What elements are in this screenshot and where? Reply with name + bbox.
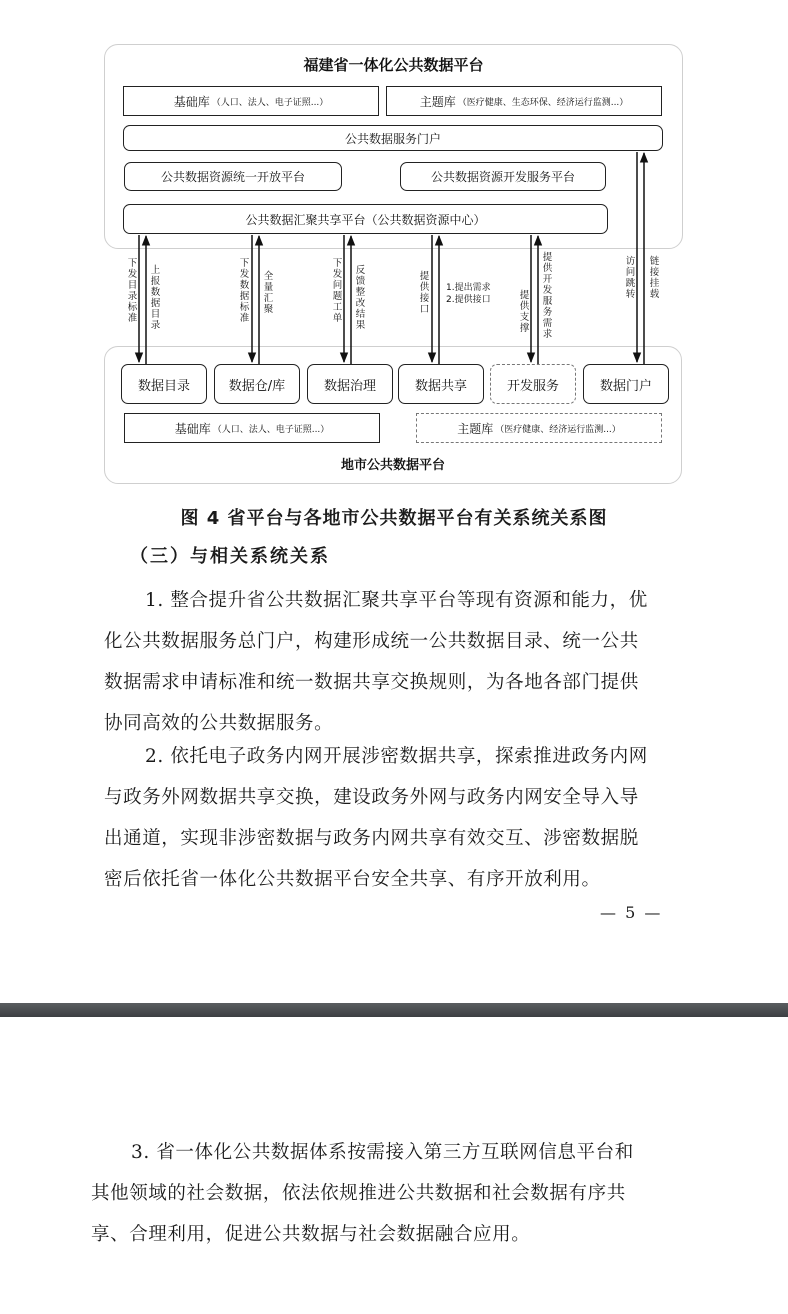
- figure-caption: 图 4 省平台与各地市公共数据平台有关系统关系图: [180, 508, 608, 529]
- flow-label-feedback-rectification: 反馈整改结果: [355, 265, 366, 331]
- page-number: — 5 —: [600, 903, 663, 922]
- paragraph-line: 享、合理利用，促进公共数据与社会数据融合应用。: [91, 1224, 531, 1245]
- paragraph-line: 协同高效的公共数据服务。: [104, 713, 334, 734]
- flow-label-access-redirect: 访问跳转: [625, 256, 636, 300]
- flow-label-issue-catalog-standard: 下发目录标准: [127, 258, 138, 324]
- city-theme-db: 主题库 （医疗健康、经济运行监测...）: [416, 413, 662, 443]
- province-base-db: 基础库 （人口、法人、电子证照...）: [123, 86, 379, 116]
- flow-label-issue-data-standard: 下发数据标准: [239, 258, 250, 324]
- module-data-catalog: 数据目录: [121, 364, 207, 404]
- paragraph-line: 数据需求申请标准和统一数据共享交换规则，为各地各部门提供: [104, 672, 639, 693]
- flow-label-provide-interface: 提供接口: [419, 271, 430, 315]
- page-separator: [0, 1003, 788, 1017]
- paragraph-line: 与政务外网数据共享交换，建设政务外网与政务内网安全导入导: [104, 787, 639, 808]
- service-portal: 公共数据服务门户: [123, 125, 663, 151]
- dev-service-platform: 公共数据资源开发服务平台: [400, 162, 606, 191]
- aggregation-platform: 公共数据汇聚共享平台（公共数据资源中心）: [123, 204, 608, 234]
- module-data-governance: 数据治理: [307, 364, 393, 404]
- flow-label-provide-interface-2: 2.提供接口: [446, 295, 491, 305]
- paragraph-line: 2. 依托电子政务内网开展涉密数据共享，探索推进政务内网: [145, 746, 648, 767]
- city-platform-title: 地市公共数据平台: [340, 458, 445, 473]
- paragraph-line: 密后依托省一体化公共数据平台安全共享、有序开放利用。: [104, 869, 601, 890]
- paragraph-line: 3. 省一体化公共数据体系按需接入第三方互联网信息平台和: [131, 1142, 634, 1163]
- module-data-warehouse: 数据仓/库: [214, 364, 300, 404]
- open-platform: 公共数据资源统一开放平台: [124, 162, 342, 191]
- paragraph-line: 出通道，实现非涉密数据与政务内网共享有效交互、涉密数据脱: [104, 828, 639, 849]
- module-dev-service: 开发服务: [490, 364, 576, 404]
- module-data-sharing: 数据共享: [398, 364, 484, 404]
- flow-label-issue-work-order: 下发问题工单: [332, 258, 343, 324]
- flow-label-provide-support: 提供支撑: [519, 290, 530, 334]
- paragraph-line: 1. 整合提升省公共数据汇聚共享平台等现有资源和能力，优: [145, 590, 648, 611]
- flow-label-report-data-catalog: 上报数据目录: [150, 265, 161, 331]
- flow-label-raise-demand: 1.提出需求: [446, 283, 491, 293]
- flow-label-link-mount: 链接挂载: [649, 256, 660, 300]
- section-heading: （三）与相关系统关系: [130, 546, 330, 567]
- province-theme-db: 主题库 （医疗健康、生态环保、经济运行监测...）: [386, 86, 662, 116]
- paragraph-line: 其他领域的社会数据，依法依规推进公共数据和社会数据有序共: [91, 1183, 626, 1204]
- flow-label-dev-service-demand: 提供开发服务需求: [542, 252, 553, 340]
- flow-label-full-aggregation: 全量汇聚: [263, 271, 274, 315]
- module-data-portal: 数据门户: [583, 364, 669, 404]
- paragraph-line: 化公共数据服务总门户，构建形成统一公共数据目录、统一公共: [104, 631, 639, 652]
- province-platform-title: 福建省一体化公共数据平台: [303, 56, 484, 74]
- city-base-db: 基础库 （人口、法人、电子证照...）: [124, 413, 380, 443]
